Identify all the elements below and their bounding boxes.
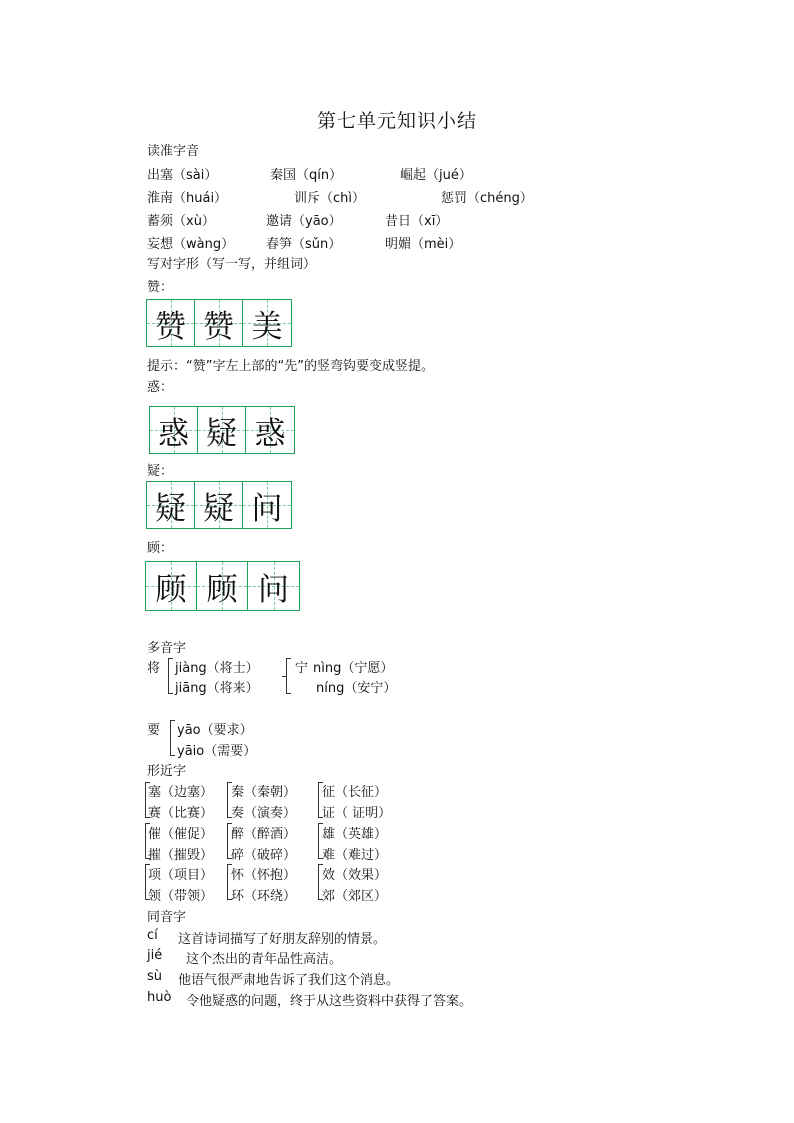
polyphone-char: 要 xyxy=(147,723,161,738)
grid-char: 赞 xyxy=(155,308,186,345)
similar-item: 效（效果） xyxy=(322,868,388,883)
writing-label: 赞： xyxy=(147,280,174,295)
section-heading-homophone: 同音字 xyxy=(147,910,187,925)
polyphone-item: jiāng（将来） xyxy=(175,681,259,696)
brace xyxy=(227,864,228,900)
section-heading-similar: 形近字 xyxy=(147,764,187,779)
reading-item: 邀请（yāo） xyxy=(266,214,342,229)
grid-cell xyxy=(197,562,248,610)
writing-label: 惑： xyxy=(147,380,174,395)
brace xyxy=(145,782,146,818)
grid-char: 顾 xyxy=(206,571,238,608)
homophone-pinyin: jié xyxy=(147,948,163,963)
writing-grid xyxy=(149,406,295,454)
homophone-pinyin: huò xyxy=(147,990,172,1005)
grid-cell xyxy=(248,562,299,610)
reading-item: 秦国（qín） xyxy=(270,168,343,183)
brace xyxy=(227,823,228,859)
grid-cell xyxy=(243,482,291,528)
polyphone-item: jiàng（将士） xyxy=(175,661,259,676)
writing-grid xyxy=(146,481,292,529)
writing-grid xyxy=(146,299,292,347)
reading-item: 春笋（sǔn） xyxy=(266,237,342,252)
polyphone-item: nìng（宁愿） xyxy=(313,661,394,676)
brace xyxy=(227,782,228,818)
similar-item: 催（催促） xyxy=(148,827,214,842)
similar-item: 领（带领） xyxy=(148,889,214,904)
brace xyxy=(286,658,287,694)
brace xyxy=(145,864,146,900)
grid-cell xyxy=(147,300,195,346)
section-heading-writing: 写对字形（写一写，并组词） xyxy=(147,257,317,272)
grid-char: 问 xyxy=(258,571,289,608)
reading-item: 训斥（chì） xyxy=(294,191,365,206)
grid-cell xyxy=(195,300,243,346)
brace xyxy=(145,823,146,859)
grid-cell xyxy=(243,300,291,346)
grid-cell xyxy=(146,562,197,610)
writing-tip: 提示：“赞”字左上部的“先”的竖弯钩要变成竖提。 xyxy=(147,359,434,374)
reading-item: 崛起（jué） xyxy=(400,168,472,183)
homophone-sentence: 这首诗词描写了好朋友辞别的情景。 xyxy=(178,932,387,947)
similar-item: 环（环绕） xyxy=(231,889,297,904)
similar-item: 郊（郊区） xyxy=(322,889,388,904)
similar-item: 醉（醉酒） xyxy=(231,827,297,842)
writing-label: 疑： xyxy=(147,464,174,479)
polyphone-item: níng（安宁） xyxy=(316,681,397,696)
writing-grid xyxy=(145,561,300,611)
brace xyxy=(318,823,319,859)
reading-item: 蓄须（xù） xyxy=(147,214,215,229)
similar-item: 奏（演奏） xyxy=(231,806,297,821)
similar-item: 项（项目） xyxy=(148,868,214,883)
section-heading-reading: 读准字音 xyxy=(147,144,200,159)
grid-cell xyxy=(195,482,243,528)
similar-item: 塞（边塞） xyxy=(148,785,214,800)
homophone-sentence: 这个杰出的青年品性高洁。 xyxy=(186,952,343,967)
grid-char: 美 xyxy=(251,308,283,345)
grid-char: 疑 xyxy=(203,490,234,527)
homophone-sentence: 他语气很严肃地告诉了我们这个消息。 xyxy=(178,973,400,988)
grid-char: 问 xyxy=(251,490,283,527)
similar-item: 碎（破碎） xyxy=(231,848,297,863)
grid-char: 疑 xyxy=(155,490,186,527)
grid-cell xyxy=(246,407,294,453)
grid-char: 惑 xyxy=(158,415,189,452)
similar-item: 雄（英雄） xyxy=(322,827,388,842)
grid-char: 疑 xyxy=(206,415,237,452)
reading-item: 出塞（sài） xyxy=(147,168,218,183)
reading-item: 妄想（wàng） xyxy=(147,237,235,252)
brace xyxy=(318,864,319,900)
reading-item: 昔日（xī） xyxy=(385,214,449,229)
grid-cell xyxy=(150,407,198,453)
grid-char: 顾 xyxy=(155,571,187,608)
brace xyxy=(318,782,319,818)
reading-item: 明媚（mèi） xyxy=(385,237,462,252)
reading-item: 淮南（huái） xyxy=(147,191,228,206)
similar-item: 难（难过） xyxy=(322,848,388,863)
similar-item: 证（ 证明） xyxy=(322,806,392,821)
similar-item: 赛（比赛） xyxy=(148,806,214,821)
grid-char: 赞 xyxy=(203,308,234,345)
brace xyxy=(168,658,169,694)
homophone-pinyin: sù xyxy=(147,969,163,984)
similar-item: 摧（摧毁） xyxy=(148,848,214,863)
polyphone-char: 宁 xyxy=(295,661,309,676)
homophone-sentence: 令他疑惑的问题，终于从这些资料中获得了答案。 xyxy=(186,994,473,1009)
polyphone-item: yāo（要求） xyxy=(177,723,253,738)
page-title: 第七单元知识小结 xyxy=(316,110,477,132)
homophone-pinyin: cí xyxy=(147,928,158,943)
writing-label: 顾： xyxy=(147,541,174,556)
grid-cell xyxy=(198,407,246,453)
similar-item: 征（长征） xyxy=(322,785,388,800)
polyphone-item: yāio（需要） xyxy=(177,744,257,759)
similar-item: 秦（秦朝） xyxy=(231,785,297,800)
similar-item: 怀（怀抱） xyxy=(231,868,297,883)
grid-char: 惑 xyxy=(254,415,286,452)
grid-cell xyxy=(147,482,195,528)
brace xyxy=(170,720,171,756)
reading-item: 惩罚（chéng） xyxy=(441,191,533,206)
section-heading-polyphone: 多音字 xyxy=(147,641,187,656)
polyphone-char: 将 xyxy=(147,661,161,676)
